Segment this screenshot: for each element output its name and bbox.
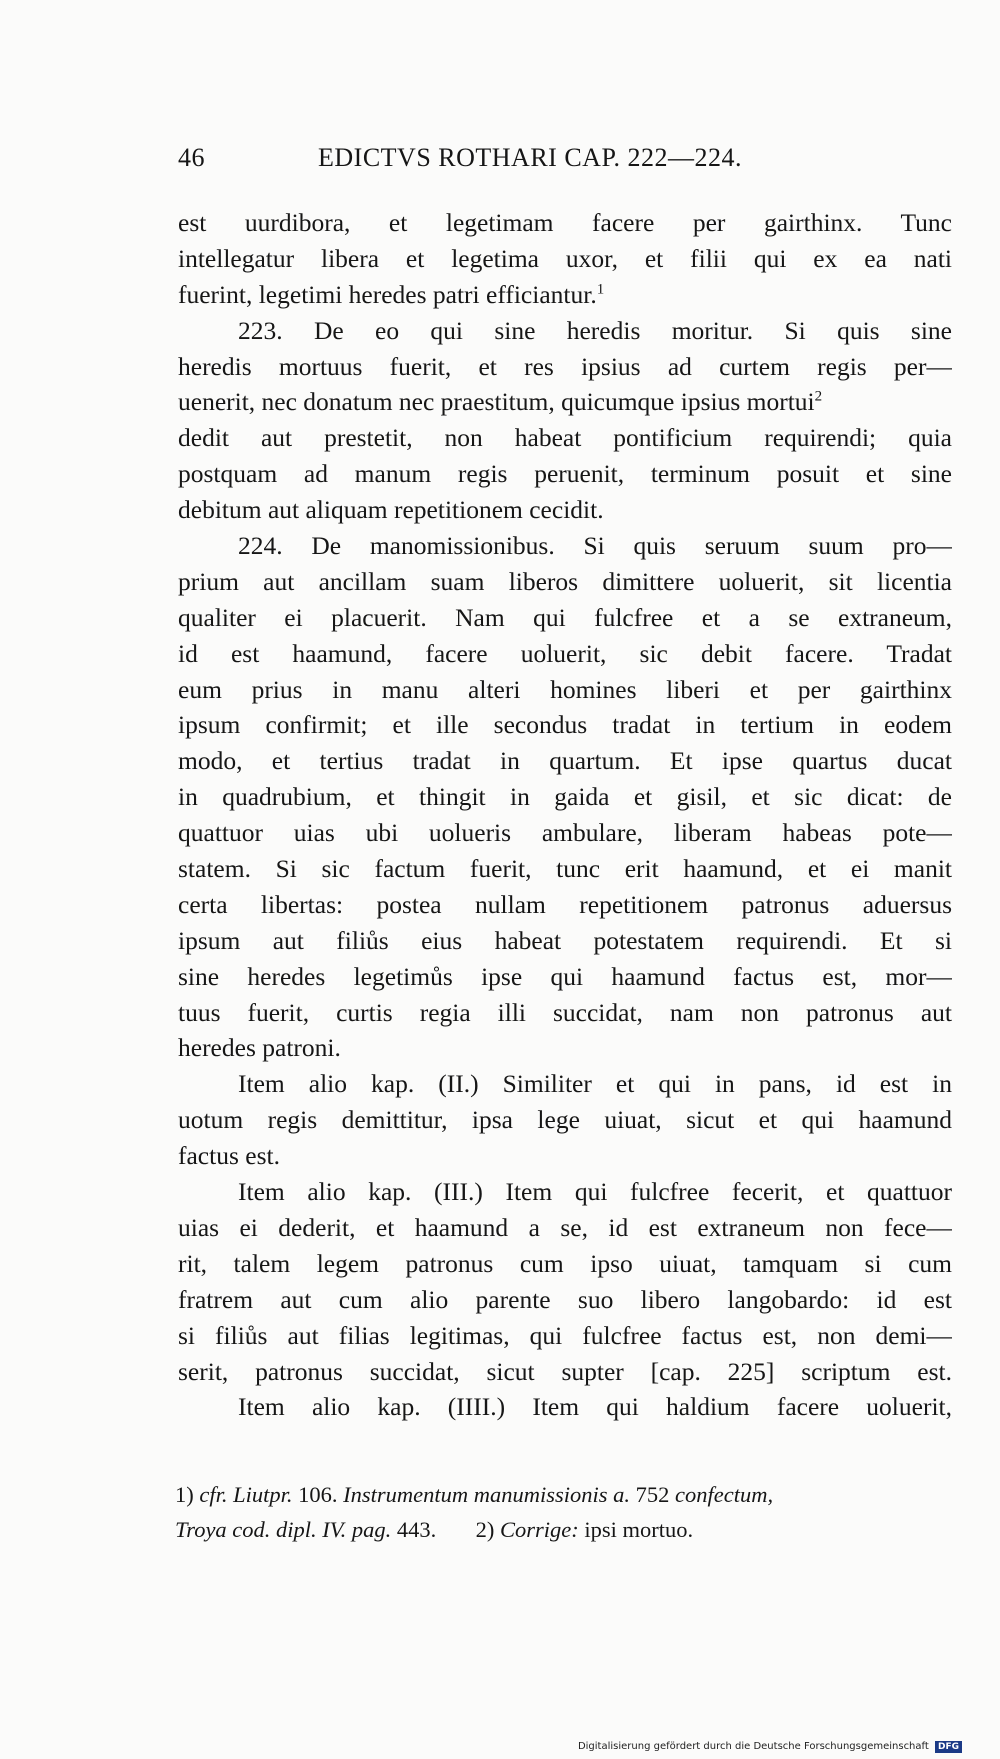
text-line: qualiter ei placuerit. Nam qui fulcfree et a se extraneum, (178, 602, 952, 632)
footnotes (175, 1477, 955, 1547)
text-line: serit, patronus succidat, sicut supter [cap. 225] scriptum est. (178, 1356, 952, 1386)
section-heading-line: Item alio kap. (IIII.) Item qui haldium facere uoluerit, (238, 1392, 952, 1422)
footnote-2: 2) Corrige: ipsi mortuo. (475, 1517, 694, 1542)
text-line: certa libertas: postea nullam repetitionem patronus aduersus (178, 889, 952, 919)
text-line: sine heredes legetimůs ipse qui haamund factus est, mor— (178, 961, 952, 991)
text-line: si filiůs aut filias legitimas, qui fulcfree factus est, non demi— (178, 1320, 952, 1350)
text-line: fuerint, legetimi heredes patri efficiantur.$^1$ (178, 279, 605, 309)
footnote-1: 1) cfr. Liutpr. 106. Instrumentum manumissionis a. 752 confectum, (175, 1482, 774, 1507)
text-line: heredis mortuus fuerit, et res ipsius ad curtem regis per— (178, 351, 952, 381)
section-heading-line: 224. De manomissionibus. Si quis seruum suum pro— (238, 531, 952, 561)
dfg-logo: DFG (935, 1741, 962, 1753)
text-line: est uurdibora, et legetimam facere per gairthinx. Tunc (178, 208, 952, 237)
digitization-credit: Digitalisierung gefördert durch die Deutsche Forschungsgemeinschaft DFG (578, 1741, 962, 1753)
running-title: EDICTVS ROTHARI CAP. 222—224. (318, 143, 743, 172)
text-line: quattuor uias ubi uolueris ambulare, liberam habeas pote— (178, 818, 952, 848)
text-line: dedit aut prestetit, non habeat pontificium requirendi; quia (178, 423, 952, 453)
footnote-1-cont: Troya cod. dipl. IV. pag. 443. 2) Corrige: ipsi mortuo. (175, 1517, 694, 1542)
text-line: modo, et tertius tradat in quartum. Et ipse quartus ducat (178, 746, 952, 776)
text-line: uotum regis demittitur, ipsa lege uiuat, sicut et qui haamund (178, 1105, 952, 1135)
text-line: id est haamund, facere uoluerit, sic debit facere. Tradat (178, 638, 952, 668)
section-heading-line: Item alio kap. (III.) Item qui fulcfree fecerit, et quattuor (238, 1177, 952, 1207)
text-line: ipsum confirmit; et ille secondus tradat in tertium in eodem (178, 710, 952, 740)
section-heading-line: 223. De eo qui sine heredis moritur. Si quis sine (238, 315, 952, 345)
page-number: 46 (178, 143, 205, 172)
text-line: factus est. (178, 1141, 280, 1171)
text-line: rit, talem legem patronus cum ipso uiuat, tamquam si cum (178, 1248, 952, 1278)
main-text (178, 205, 952, 1425)
text-line: prium aut ancillam suam liberos dimittere uoluerit, sit licentia (178, 566, 952, 596)
text-line: uenerit, nec donatum nec praestitum, quicumque ipsius mortui$^2$ (178, 387, 823, 417)
text-line: tuus fuerit, curtis regia illi succidat, nam non patronus aut (178, 997, 952, 1027)
section-heading-line: Item alio kap. (II.) Similiter et qui in pans, id est in (238, 1069, 952, 1099)
text-line: intellegatur libera et legetima uxor, et filii qui ex ea nati (178, 243, 952, 273)
text-line: statem. Si sic factum fuerit, tunc erit haamund, et ei manit (178, 854, 952, 884)
footnote-marker: 1 (596, 281, 605, 298)
footnote-marker: 2 (814, 388, 823, 405)
text-line: debitum aut aliquam repetitionem cecidit. (178, 495, 604, 525)
text-line: uias ei dederit, et haamund a se, id est extraneum non fece— (178, 1212, 952, 1242)
text-line: ipsum aut filiůs eius habeat potestatem requirendi. Et si (178, 925, 952, 955)
text-line: heredes patroni. (178, 1033, 341, 1063)
text-line: eum prius in manu alteri homines liberi et per gairthinx (178, 674, 952, 704)
text-line: postquam ad manum regis peruenit, terminum posuit et sine (178, 459, 952, 489)
text-line: in quadrubium, et thingit in gaida et gisil, et sic dicat: de (178, 782, 952, 812)
text-line: fratrem aut cum alio parente suo libero langobardo: id est (178, 1284, 952, 1314)
